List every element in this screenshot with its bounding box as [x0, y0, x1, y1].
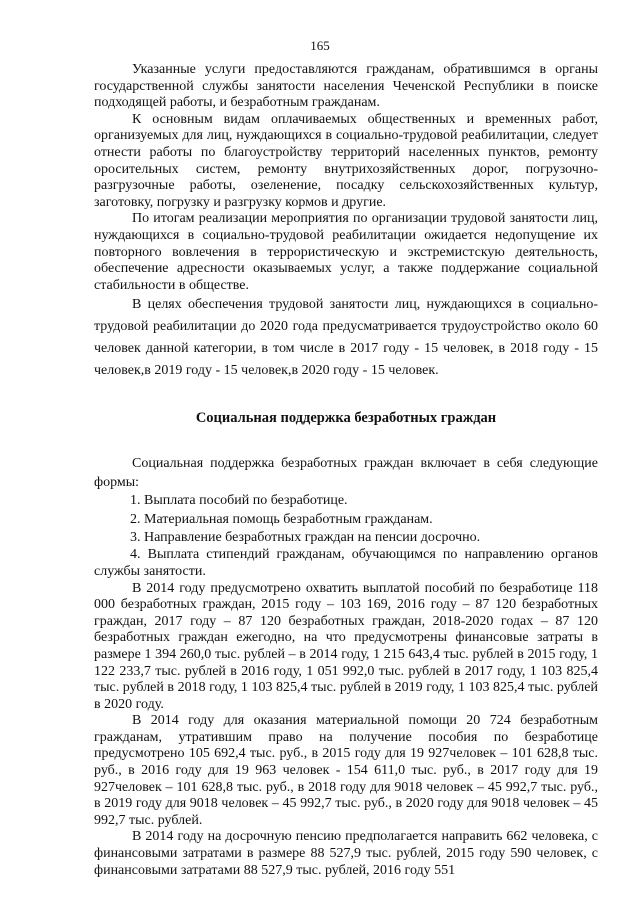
list-item: 4. Выплата стипендий гражданам, обучающимся по направлению органов службы занятости.: [94, 547, 598, 579]
paragraph-public-works: К основным видам оплачиваемых общественных и временных работ, организуемых для лиц, нуждающихся в социально-трудовой реабилитации, следует отнести работы по благоустройству территорий населенных пунктов, ремонту оросительных систем, ремонту внутрихозяйственных дорог, погрузочно-разгрузочные работы, озеленение, посадку сельскохозяйственных культур, заготовку, погрузку и разгрузку кормов и другие.: [94, 111, 598, 210]
list-item: 2. Материальная помощь безработным гражданам.: [130, 511, 433, 527]
paragraph-results: По итогам реализации мероприятия по организации трудовой занятости лиц, нуждающихся в социально-трудовой реабилитации ожидается недопущение их повторного вовлечения в террористическую и экстремистскую деятельность, обеспечение адресности оказываемых услуг, а также поддержание социальной стабильности в обществе.: [94, 211, 598, 293]
list-item: 3. Направление безработных граждан на пенсии досрочно.: [130, 529, 481, 545]
section-intro: Социальная поддержка безработных граждан включает в себя следующие формы:: [94, 456, 598, 490]
section-heading: Социальная поддержка безработных граждан: [195, 410, 497, 427]
paragraph-material-aid: В 2014 году для оказания материальной помощи 20 724 безработным гражданам, утратившим право на получение пособия по безработице предусмотрено 105 692,4 тыс. руб., в 2015 году для 19 927человек – 101 628,8 тыс. руб., в 2016 году для 19 963 человек - 154 611,0 тыс. руб., в 2017 году для 19 927человек – 101 628,8 тыс. руб., в 2018 году для 9018 человек – 45 992,7 тыс. руб., в 2019 году для 9018 человек – 45 992,7 тыс. руб., в 2020 году для 9018 человек – 45 992,7 тыс. рублей.: [94, 713, 598, 828]
paragraph-employment-plan: В целях обеспечения трудовой занятости лиц, нуждающихся в социально-трудовой реабилитации до 2020 года предусматривается трудоустройство около 60 человек данной категории, в том числе в 2017 году - 15 человек, в 2018 году - 15 человек,в 2019 году - 15 человек,в 2020 году - 15 человек.: [94, 297, 598, 379]
document-body: [94, 62, 598, 879]
paragraph-services: Указанные услуги предоставляются гражданам, обратившимся в органы государственной службы занятости населения Чеченской Республики в поиске подходящей работы, и безработным гражданам.: [94, 62, 598, 111]
paragraph-early-pension: В 2014 году на досрочную пенсию предполагается направить 662 человека, с финансовыми затратами в размере 88 527,9 тыс. рублей, 2015 году 590 человек, с финансовыми затратами 88 527,9 тыс. рублей, 2016 году 551: [94, 829, 598, 878]
page-number: 165: [310, 38, 330, 53]
list-item: 1. Выплата пособий по безработице.: [130, 493, 348, 509]
paragraph-unemployment-benefits: В 2014 году предусмотрено охватить выплатой пособий по безработице 118 000 безработных граждан, 2015 году – 103 169, 2016 году – 87 120 безработных граждан, 2017 году – 87 120 безработных граждан, 2018-2020 годах – 87 120 безработных граждан ежегодно, на что предусмотрены финансовые затраты в размере 1 394 260,0 тыс. рублей – в 2014 году, 1 215 643,4 тыс. рублей в 2015 году, 1 122 233,7 тыс. рублей в 2016 году, 1 051 992,0 тыс. рублей в 2017 году, 1 103 825,4 тыс. рублей в 2018 году, 1 103 825,4 тыс. рублей в 2019 году, 1 103 825,4 тыс. рублей в 2020 году.: [94, 580, 598, 712]
